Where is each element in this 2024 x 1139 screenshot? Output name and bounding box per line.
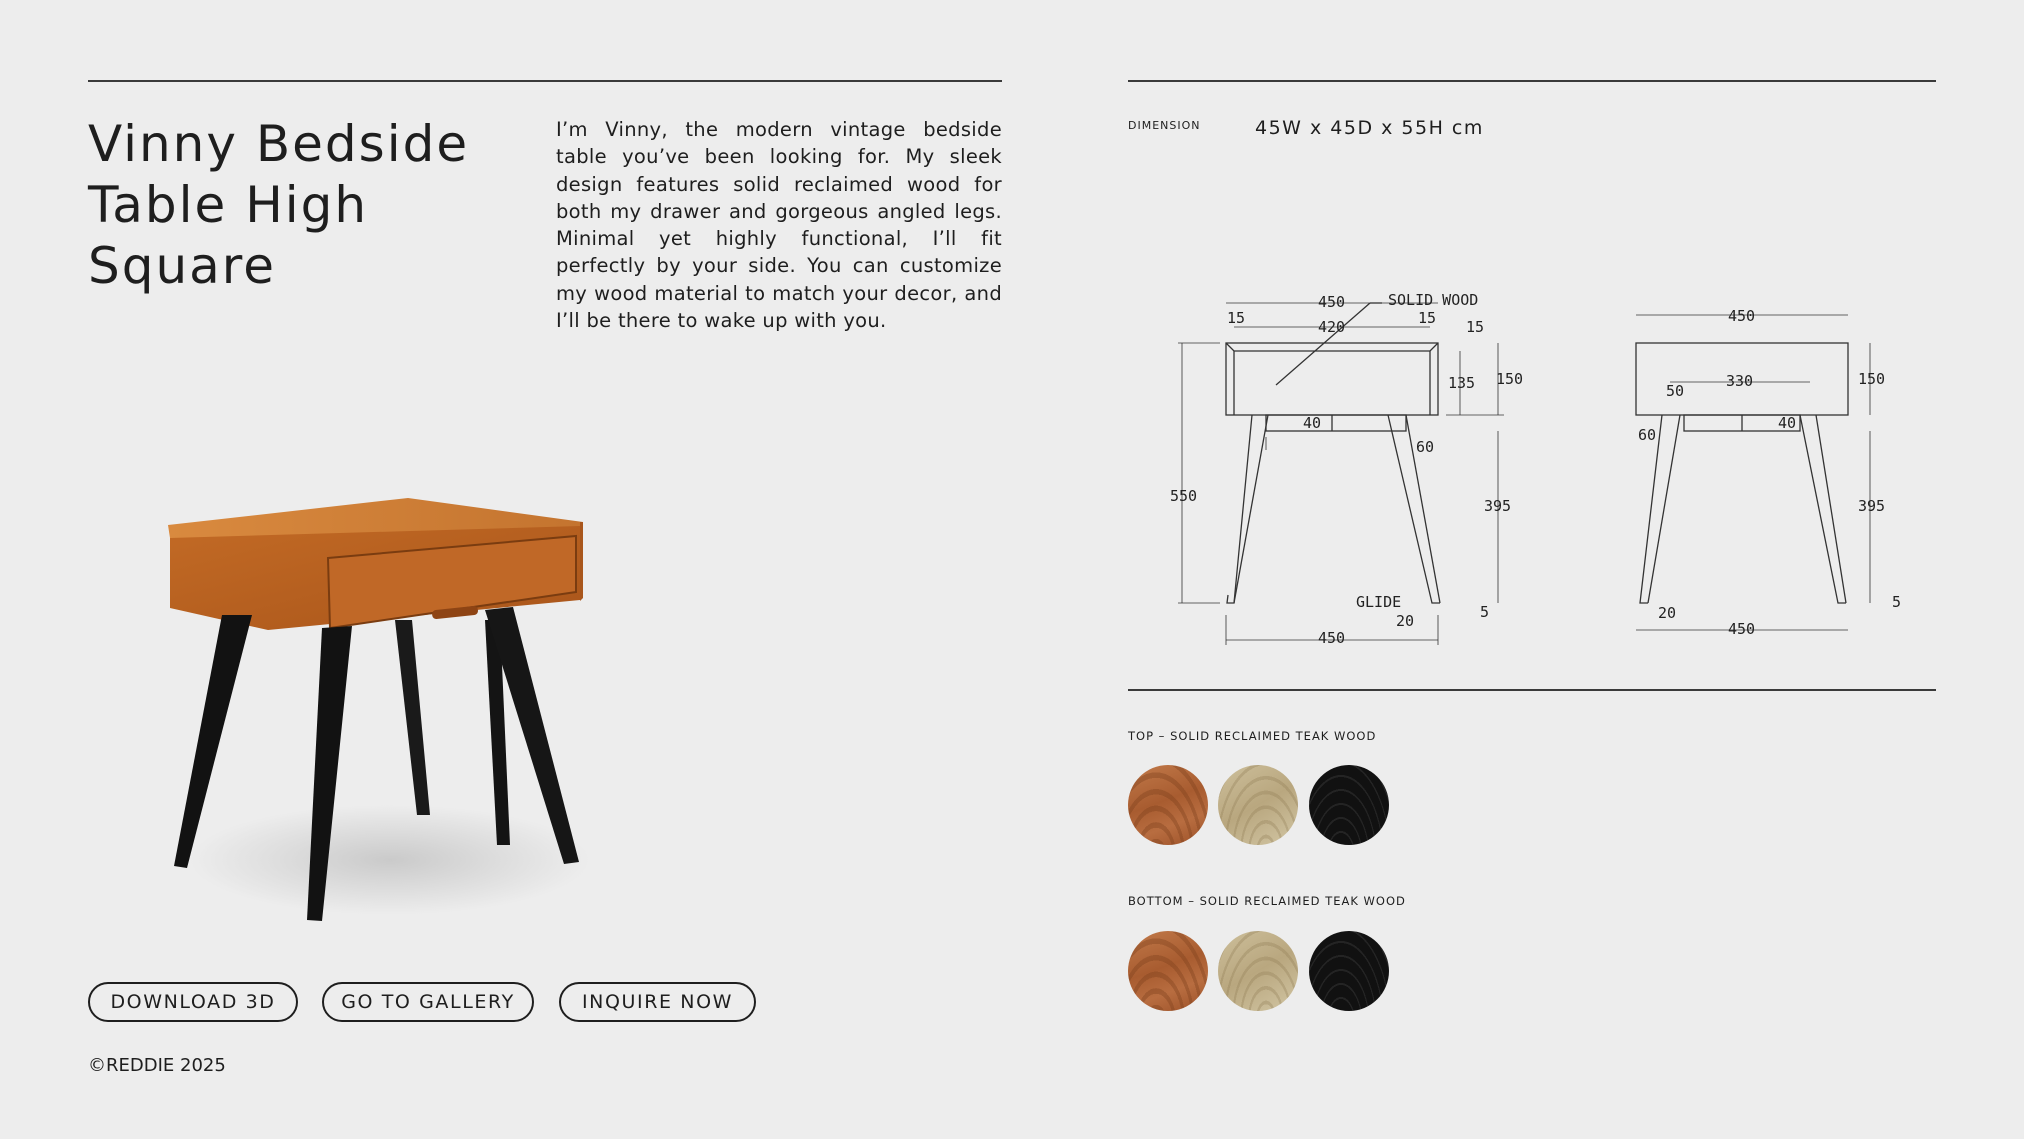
top-swatch-black[interactable] xyxy=(1309,765,1389,845)
front-bevel xyxy=(1226,343,1438,351)
front-leg-395: 395 xyxy=(1484,497,1512,515)
top-rule-right xyxy=(1128,80,1936,82)
side-leg-60: 60 xyxy=(1638,426,1657,444)
bottom-swatch-natural[interactable] xyxy=(1218,931,1298,1011)
side-glide-5: 5 xyxy=(1892,593,1902,611)
top-swatch-teak[interactable] xyxy=(1128,765,1208,845)
side-offset-50: 50 xyxy=(1666,382,1685,400)
side-bottom-450: 450 xyxy=(1728,620,1756,638)
copyright: ©REDDIE 2025 xyxy=(88,1055,226,1076)
front-view xyxy=(1178,303,1504,645)
table-side xyxy=(580,522,583,601)
side-inner-330: 330 xyxy=(1726,372,1754,390)
side-view xyxy=(1636,315,1870,630)
inquire-now-button[interactable]: INQUIRE NOW xyxy=(559,982,756,1022)
bottom-swatch-teak[interactable] xyxy=(1128,931,1208,1011)
side-box-150: 150 xyxy=(1858,370,1886,388)
product-image xyxy=(140,470,620,930)
side-width-450: 450 xyxy=(1728,307,1756,325)
front-drawer-135: 135 xyxy=(1448,374,1476,392)
bottom-swatch-black[interactable] xyxy=(1309,931,1389,1011)
top-material-label: TOP – SOLID RECLAIMED TEAK WOOD xyxy=(1128,729,1377,743)
go-to-gallery-button[interactable]: GO TO GALLERY xyxy=(322,982,534,1022)
download-3d-button[interactable]: DOWNLOAD 3D xyxy=(88,982,298,1022)
front-width-450: 450 xyxy=(1318,293,1346,311)
dimension-label: DIMENSION xyxy=(1128,119,1201,132)
middle-rule-right xyxy=(1128,689,1936,691)
front-bottom-450: 450 xyxy=(1318,629,1346,647)
front-glide-20: 20 xyxy=(1396,612,1415,630)
back-left-leg xyxy=(395,620,430,815)
front-apron xyxy=(1266,415,1406,431)
front-box-150: 150 xyxy=(1496,370,1524,388)
top-rule-left xyxy=(88,80,1002,82)
front-cabinet xyxy=(1226,343,1438,415)
solid-wood-note: SOLID WOOD xyxy=(1388,291,1479,309)
front-side-15-left: 15 xyxy=(1227,309,1246,327)
front-leg-60: 60 xyxy=(1416,438,1435,456)
dimension-value: 45W x 45D x 55H cm xyxy=(1255,117,1484,139)
front-side-15-right: 15 xyxy=(1418,309,1437,327)
glide-label: GLIDE xyxy=(1356,593,1402,611)
side-apron-40: 40 xyxy=(1778,414,1797,432)
front-inner-420: 420 xyxy=(1318,318,1346,336)
solid-wood-leader xyxy=(1276,303,1370,385)
floor-shadow xyxy=(190,805,590,915)
front-apron-40: 40 xyxy=(1303,414,1322,432)
front-top-15: 15 xyxy=(1466,318,1485,336)
product-description: I’m Vinny, the modern vintage bedside table you’ve been looking for. My sleek design features solid reclaimed wood for both my drawer and gorgeous angled legs. Minimal yet highly functional, I’ll fit perfectly by your side. You can customize my wood material to match your decor, and I’ll be there to wake up with you. xyxy=(556,118,1002,333)
side-right-leg-line xyxy=(1800,415,1846,603)
side-glide-20: 20 xyxy=(1658,604,1677,622)
bottom-material-label: BOTTOM – SOLID RECLAIMED TEAK WOOD xyxy=(1128,894,1406,908)
side-leg-395: 395 xyxy=(1858,497,1886,515)
top-swatch-natural[interactable] xyxy=(1218,765,1298,845)
product-title: Vinny Bedside Table High Square xyxy=(88,115,470,295)
front-glide-5: 5 xyxy=(1480,603,1490,621)
front-total-550: 550 xyxy=(1170,487,1198,505)
technical-drawing xyxy=(1170,285,1930,665)
